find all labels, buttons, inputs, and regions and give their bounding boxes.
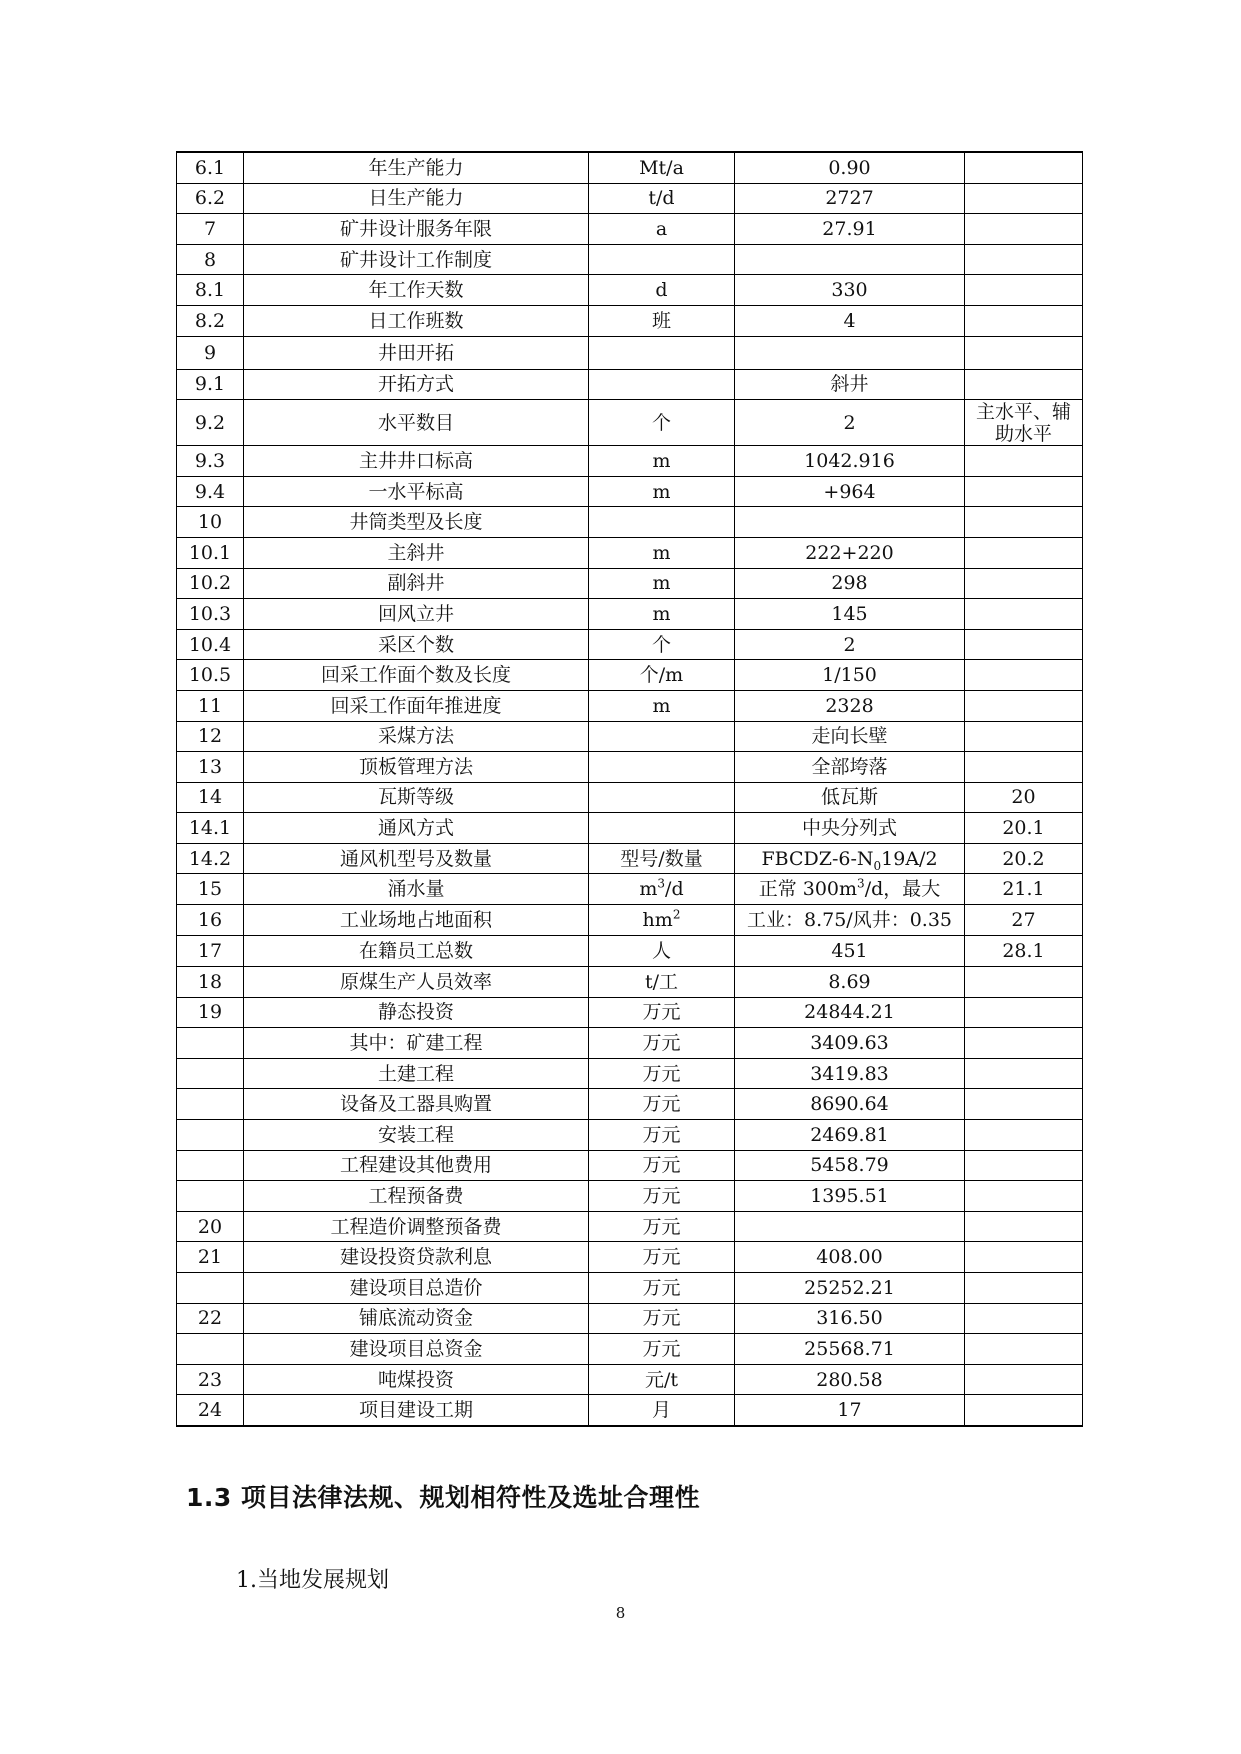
remark-cell bbox=[965, 1058, 1083, 1089]
unit-cell: 万元 bbox=[589, 1181, 735, 1212]
table-row bbox=[177, 336, 1083, 369]
unit-cell: m bbox=[589, 446, 735, 477]
unit-suffix: /d bbox=[665, 878, 684, 901]
value-cell: 451 bbox=[735, 936, 965, 967]
value-cell: 2469.81 bbox=[735, 1120, 965, 1151]
value-cell: 2 bbox=[735, 629, 965, 660]
remark-cell bbox=[965, 660, 1083, 691]
value-cell: 工业：8.75/风井：0.35 bbox=[735, 905, 965, 936]
table-row bbox=[177, 1211, 1083, 1242]
remark-cell bbox=[965, 537, 1083, 568]
unit-cell: 万元 bbox=[589, 1058, 735, 1089]
item-name-cell: 工程造价调整预备费 bbox=[244, 1211, 589, 1242]
row-number-cell: 14.1 bbox=[177, 813, 244, 844]
unit-cell: 月 bbox=[589, 1395, 735, 1426]
item-name-cell: 建设项目总造价 bbox=[244, 1273, 589, 1304]
row-number-cell bbox=[177, 1273, 244, 1304]
remark-cell bbox=[965, 1150, 1083, 1181]
row-number-cell bbox=[177, 1058, 244, 1089]
row-number-cell bbox=[177, 1089, 244, 1120]
item-name-cell: 顶板管理方法 bbox=[244, 752, 589, 783]
remark-cell: 20 bbox=[965, 782, 1083, 813]
table-row bbox=[177, 629, 1083, 660]
remark-cell bbox=[965, 1334, 1083, 1365]
unit-cell: 个/m bbox=[589, 660, 735, 691]
unit-cell: 万元 bbox=[589, 1120, 735, 1151]
remark-cell bbox=[965, 1273, 1083, 1304]
value-cell: 5458.79 bbox=[735, 1150, 965, 1181]
remark-cell bbox=[965, 1028, 1083, 1059]
item-name-cell: 涌水量 bbox=[244, 874, 589, 905]
value-cell: 330 bbox=[735, 275, 965, 306]
fan-model-subscript: 0 bbox=[873, 858, 882, 873]
item-name-cell: 项目建设工期 bbox=[244, 1395, 589, 1426]
remark-cell bbox=[965, 967, 1083, 998]
value-cell: 走向长壁 bbox=[735, 721, 965, 752]
section-heading: 1.3 项目法律法规、规划相符性及选址合理性 bbox=[186, 1483, 700, 1512]
table-row bbox=[177, 874, 1083, 905]
row-number-cell bbox=[177, 1334, 244, 1365]
item-name-cell: 工业场地占地面积 bbox=[244, 905, 589, 936]
row-number-cell: 13 bbox=[177, 752, 244, 783]
row-number-cell: 17 bbox=[177, 936, 244, 967]
remark-cell bbox=[965, 1089, 1083, 1120]
value-cell: +964 bbox=[735, 476, 965, 507]
unit-cell: 万元 bbox=[589, 1211, 735, 1242]
row-number-cell: 6.1 bbox=[177, 152, 244, 183]
remark-cell: 主水平、辅助水平 bbox=[965, 400, 1083, 446]
unit-text: m bbox=[639, 878, 658, 901]
item-name-cell: 原煤生产人员效率 bbox=[244, 967, 589, 998]
table-row bbox=[177, 1273, 1083, 1304]
item-name-cell: 年生产能力 bbox=[244, 152, 589, 183]
table-row bbox=[177, 1242, 1083, 1273]
row-number-cell: 7 bbox=[177, 214, 244, 245]
table-row bbox=[177, 1181, 1083, 1212]
value-cell: 1/150 bbox=[735, 660, 965, 691]
remark-cell: 27 bbox=[965, 905, 1083, 936]
item-name-cell: 土建工程 bbox=[244, 1058, 589, 1089]
row-number-cell: 10 bbox=[177, 507, 244, 538]
remark-cell: 21.1 bbox=[965, 874, 1083, 905]
item-name-cell: 开拓方式 bbox=[244, 369, 589, 400]
unit-cell bbox=[589, 905, 735, 936]
unit-cell: m bbox=[589, 537, 735, 568]
table-row bbox=[177, 660, 1083, 691]
item-name-cell: 其中：矿建工程 bbox=[244, 1028, 589, 1059]
table-row bbox=[177, 599, 1083, 630]
remark-cell bbox=[965, 305, 1083, 336]
unit-cell bbox=[589, 244, 735, 275]
value-cell: 0.90 bbox=[735, 152, 965, 183]
remark-cell bbox=[965, 214, 1083, 245]
value-cell: 3419.83 bbox=[735, 1058, 965, 1089]
unit-cell: m bbox=[589, 690, 735, 721]
row-number-cell: 9.2 bbox=[177, 400, 244, 446]
value-cell: 316.50 bbox=[735, 1303, 965, 1334]
item-name-cell: 铺底流动资金 bbox=[244, 1303, 589, 1334]
unit-superscript: 3 bbox=[657, 876, 666, 891]
row-number-cell: 21 bbox=[177, 1242, 244, 1273]
remark-cell bbox=[965, 752, 1083, 783]
row-number-cell: 10.4 bbox=[177, 629, 244, 660]
value-cell: 2727 bbox=[735, 183, 965, 214]
remark-cell bbox=[965, 476, 1083, 507]
row-number-cell: 14.2 bbox=[177, 843, 244, 874]
remark-cell bbox=[965, 369, 1083, 400]
unit-cell: d bbox=[589, 275, 735, 306]
item-name-cell: 采区个数 bbox=[244, 629, 589, 660]
fan-model-text: FBCDZ-6-N bbox=[761, 847, 874, 870]
item-name-cell: 井田开拓 bbox=[244, 336, 589, 369]
row-number-cell: 10.5 bbox=[177, 660, 244, 691]
unit-cell: 万元 bbox=[589, 1242, 735, 1273]
remark-cell bbox=[965, 1120, 1083, 1151]
remark-cell bbox=[965, 1395, 1083, 1426]
table-row bbox=[177, 1028, 1083, 1059]
table-row bbox=[177, 305, 1083, 336]
table-row bbox=[177, 476, 1083, 507]
inflow-superscript: 3 bbox=[857, 876, 865, 891]
item-name-cell: 井筒类型及长度 bbox=[244, 507, 589, 538]
project-spec-table-body bbox=[177, 152, 1083, 1426]
value-cell: 25252.21 bbox=[735, 1273, 965, 1304]
unit-cell bbox=[589, 782, 735, 813]
remark-cell bbox=[965, 183, 1083, 214]
table-row bbox=[177, 1364, 1083, 1395]
unit-cell bbox=[589, 369, 735, 400]
item-name-cell: 副斜井 bbox=[244, 568, 589, 599]
remark-cell bbox=[965, 1303, 1083, 1334]
item-name-cell: 年工作天数 bbox=[244, 275, 589, 306]
item-name-cell: 安装工程 bbox=[244, 1120, 589, 1151]
paragraph-text: 1.当地发展规划 bbox=[236, 1568, 389, 1593]
table-row bbox=[177, 537, 1083, 568]
table-row bbox=[177, 752, 1083, 783]
item-name-cell: 设备及工器具购置 bbox=[244, 1089, 589, 1120]
table-row bbox=[177, 275, 1083, 306]
remark-cell bbox=[965, 690, 1083, 721]
value-cell: 8690.64 bbox=[735, 1089, 965, 1120]
item-name-cell: 矿井设计服务年限 bbox=[244, 214, 589, 245]
row-number-cell bbox=[177, 1120, 244, 1151]
item-name-cell: 采煤方法 bbox=[244, 721, 589, 752]
unit-cell: m bbox=[589, 476, 735, 507]
table-row bbox=[177, 1120, 1083, 1151]
inflow-suffix: /d，最大 bbox=[864, 878, 941, 901]
table-row bbox=[177, 1150, 1083, 1181]
remark-cell bbox=[965, 275, 1083, 306]
item-name-cell: 一水平标高 bbox=[244, 476, 589, 507]
row-number-cell: 11 bbox=[177, 690, 244, 721]
item-name-cell: 通风方式 bbox=[244, 813, 589, 844]
value-cell: 408.00 bbox=[735, 1242, 965, 1273]
item-name-cell: 日生产能力 bbox=[244, 183, 589, 214]
page-number: 8 bbox=[615, 1604, 626, 1622]
project-spec-table bbox=[176, 151, 1083, 1427]
item-name-cell: 在籍员工总数 bbox=[244, 936, 589, 967]
value-cell: 3409.63 bbox=[735, 1028, 965, 1059]
value-cell: 222+220 bbox=[735, 537, 965, 568]
remark-cell bbox=[965, 1242, 1083, 1273]
unit-cell: 万元 bbox=[589, 1028, 735, 1059]
value-cell bbox=[735, 874, 965, 905]
value-cell: 2 bbox=[735, 400, 965, 446]
remark-cell: 20.2 bbox=[965, 843, 1083, 874]
row-number-cell: 15 bbox=[177, 874, 244, 905]
unit-cell bbox=[589, 336, 735, 369]
unit-cell bbox=[589, 507, 735, 538]
row-number-cell: 9.3 bbox=[177, 446, 244, 477]
table-row bbox=[177, 568, 1083, 599]
table-row bbox=[177, 690, 1083, 721]
row-number-cell: 9.1 bbox=[177, 369, 244, 400]
table-row bbox=[177, 936, 1083, 967]
remark-cell bbox=[965, 446, 1083, 477]
value-cell: 145 bbox=[735, 599, 965, 630]
unit-cell: m bbox=[589, 568, 735, 599]
table-row bbox=[177, 244, 1083, 275]
table-row bbox=[177, 782, 1083, 813]
table-row bbox=[177, 152, 1083, 183]
row-number-cell: 8.2 bbox=[177, 305, 244, 336]
unit-cell: 班 bbox=[589, 305, 735, 336]
table-row bbox=[177, 214, 1083, 245]
unit-cell: t/d bbox=[589, 183, 735, 214]
row-number-cell: 19 bbox=[177, 997, 244, 1028]
remark-cell bbox=[965, 244, 1083, 275]
unit-cell: 万元 bbox=[589, 1334, 735, 1365]
value-cell: 25568.71 bbox=[735, 1334, 965, 1365]
item-name-cell: 回风立井 bbox=[244, 599, 589, 630]
unit-cell: 元/t bbox=[589, 1364, 735, 1395]
remark-cell bbox=[965, 1211, 1083, 1242]
value-cell: 全部垮落 bbox=[735, 752, 965, 783]
table-row bbox=[177, 997, 1083, 1028]
unit-cell: a bbox=[589, 214, 735, 245]
item-name-cell: 主井井口标高 bbox=[244, 446, 589, 477]
item-name-cell: 矿井设计工作制度 bbox=[244, 244, 589, 275]
unit-text: hm bbox=[642, 909, 673, 932]
table-row bbox=[177, 369, 1083, 400]
item-name-cell: 建设投资贷款利息 bbox=[244, 1242, 589, 1273]
row-number-cell bbox=[177, 1181, 244, 1212]
item-name-cell: 水平数目 bbox=[244, 400, 589, 446]
table-row bbox=[177, 843, 1083, 874]
unit-cell bbox=[589, 721, 735, 752]
remark-cell bbox=[965, 997, 1083, 1028]
item-name-cell: 工程建设其他费用 bbox=[244, 1150, 589, 1181]
row-number-cell: 8 bbox=[177, 244, 244, 275]
item-name-cell: 通风机型号及数量 bbox=[244, 843, 589, 874]
row-number-cell: 18 bbox=[177, 967, 244, 998]
remark-cell bbox=[965, 721, 1083, 752]
unit-superscript: 2 bbox=[672, 907, 681, 922]
value-cell: 1395.51 bbox=[735, 1181, 965, 1212]
unit-cell bbox=[589, 752, 735, 783]
unit-cell: 万元 bbox=[589, 1273, 735, 1304]
remark-cell: 20.1 bbox=[965, 813, 1083, 844]
item-name-cell: 回采工作面个数及长度 bbox=[244, 660, 589, 691]
unit-cell: 万元 bbox=[589, 1150, 735, 1181]
row-number-cell bbox=[177, 1028, 244, 1059]
unit-cell: Mt/a bbox=[589, 152, 735, 183]
table-row bbox=[177, 1303, 1083, 1334]
table-row bbox=[177, 721, 1083, 752]
value-cell: 1042.916 bbox=[735, 446, 965, 477]
row-number-cell: 9 bbox=[177, 336, 244, 369]
remark-cell bbox=[965, 1364, 1083, 1395]
value-cell bbox=[735, 507, 965, 538]
unit-cell: 人 bbox=[589, 936, 735, 967]
item-name-cell: 建设项目总资金 bbox=[244, 1334, 589, 1365]
table-row bbox=[177, 400, 1083, 446]
value-cell: 24844.21 bbox=[735, 997, 965, 1028]
row-number-cell: 10.3 bbox=[177, 599, 244, 630]
row-number-cell: 6.2 bbox=[177, 183, 244, 214]
value-cell bbox=[735, 336, 965, 369]
value-cell: 斜井 bbox=[735, 369, 965, 400]
unit-cell bbox=[589, 874, 735, 905]
item-name-cell: 日工作班数 bbox=[244, 305, 589, 336]
value-cell bbox=[735, 244, 965, 275]
table-row bbox=[177, 1058, 1083, 1089]
table-row bbox=[177, 1334, 1083, 1365]
value-cell: 8.69 bbox=[735, 967, 965, 998]
remark-cell bbox=[965, 152, 1083, 183]
inflow-text: 正常 300m bbox=[758, 878, 858, 901]
value-cell: 低瓦斯 bbox=[735, 782, 965, 813]
table-row bbox=[177, 1089, 1083, 1120]
unit-cell: 万元 bbox=[589, 1303, 735, 1334]
remark-cell bbox=[965, 336, 1083, 369]
unit-cell bbox=[589, 813, 735, 844]
row-number-cell bbox=[177, 1150, 244, 1181]
table-row bbox=[177, 813, 1083, 844]
unit-cell: t/工 bbox=[589, 967, 735, 998]
row-number-cell: 24 bbox=[177, 1395, 244, 1426]
value-cell bbox=[735, 843, 965, 874]
unit-cell: 个 bbox=[589, 400, 735, 446]
item-name-cell: 静态投资 bbox=[244, 997, 589, 1028]
item-name-cell: 回采工作面年推进度 bbox=[244, 690, 589, 721]
value-cell bbox=[735, 1211, 965, 1242]
value-cell: 2328 bbox=[735, 690, 965, 721]
value-cell: 17 bbox=[735, 1395, 965, 1426]
row-number-cell: 22 bbox=[177, 1303, 244, 1334]
row-number-cell: 10.1 bbox=[177, 537, 244, 568]
row-number-cell: 23 bbox=[177, 1364, 244, 1395]
remark-cell bbox=[965, 599, 1083, 630]
table-row bbox=[177, 183, 1083, 214]
row-number-cell: 9.4 bbox=[177, 476, 244, 507]
row-number-cell: 16 bbox=[177, 905, 244, 936]
table-row bbox=[177, 905, 1083, 936]
row-number-cell: 20 bbox=[177, 1211, 244, 1242]
item-name-cell: 主斜井 bbox=[244, 537, 589, 568]
unit-cell: 万元 bbox=[589, 997, 735, 1028]
unit-cell: m bbox=[589, 599, 735, 630]
table-row bbox=[177, 446, 1083, 477]
fan-model-suffix: 19A/2 bbox=[881, 847, 938, 870]
value-cell: 中央分列式 bbox=[735, 813, 965, 844]
item-name-cell: 瓦斯等级 bbox=[244, 782, 589, 813]
table-row bbox=[177, 967, 1083, 998]
remark-cell: 28.1 bbox=[965, 936, 1083, 967]
remark-cell bbox=[965, 1181, 1083, 1212]
unit-cell: 个 bbox=[589, 629, 735, 660]
value-cell: 280.58 bbox=[735, 1364, 965, 1395]
unit-cell: 万元 bbox=[589, 1089, 735, 1120]
value-cell: 298 bbox=[735, 568, 965, 599]
table-row bbox=[177, 1395, 1083, 1426]
value-cell: 27.91 bbox=[735, 214, 965, 245]
table-row bbox=[177, 507, 1083, 538]
row-number-cell: 8.1 bbox=[177, 275, 244, 306]
value-cell: 4 bbox=[735, 305, 965, 336]
row-number-cell: 10.2 bbox=[177, 568, 244, 599]
row-number-cell: 14 bbox=[177, 782, 244, 813]
remark-cell bbox=[965, 507, 1083, 538]
item-name-cell: 工程预备费 bbox=[244, 1181, 589, 1212]
remark-cell bbox=[965, 568, 1083, 599]
unit-cell: 型号/数量 bbox=[589, 843, 735, 874]
item-name-cell: 吨煤投资 bbox=[244, 1364, 589, 1395]
remark-cell bbox=[965, 629, 1083, 660]
row-number-cell: 12 bbox=[177, 721, 244, 752]
